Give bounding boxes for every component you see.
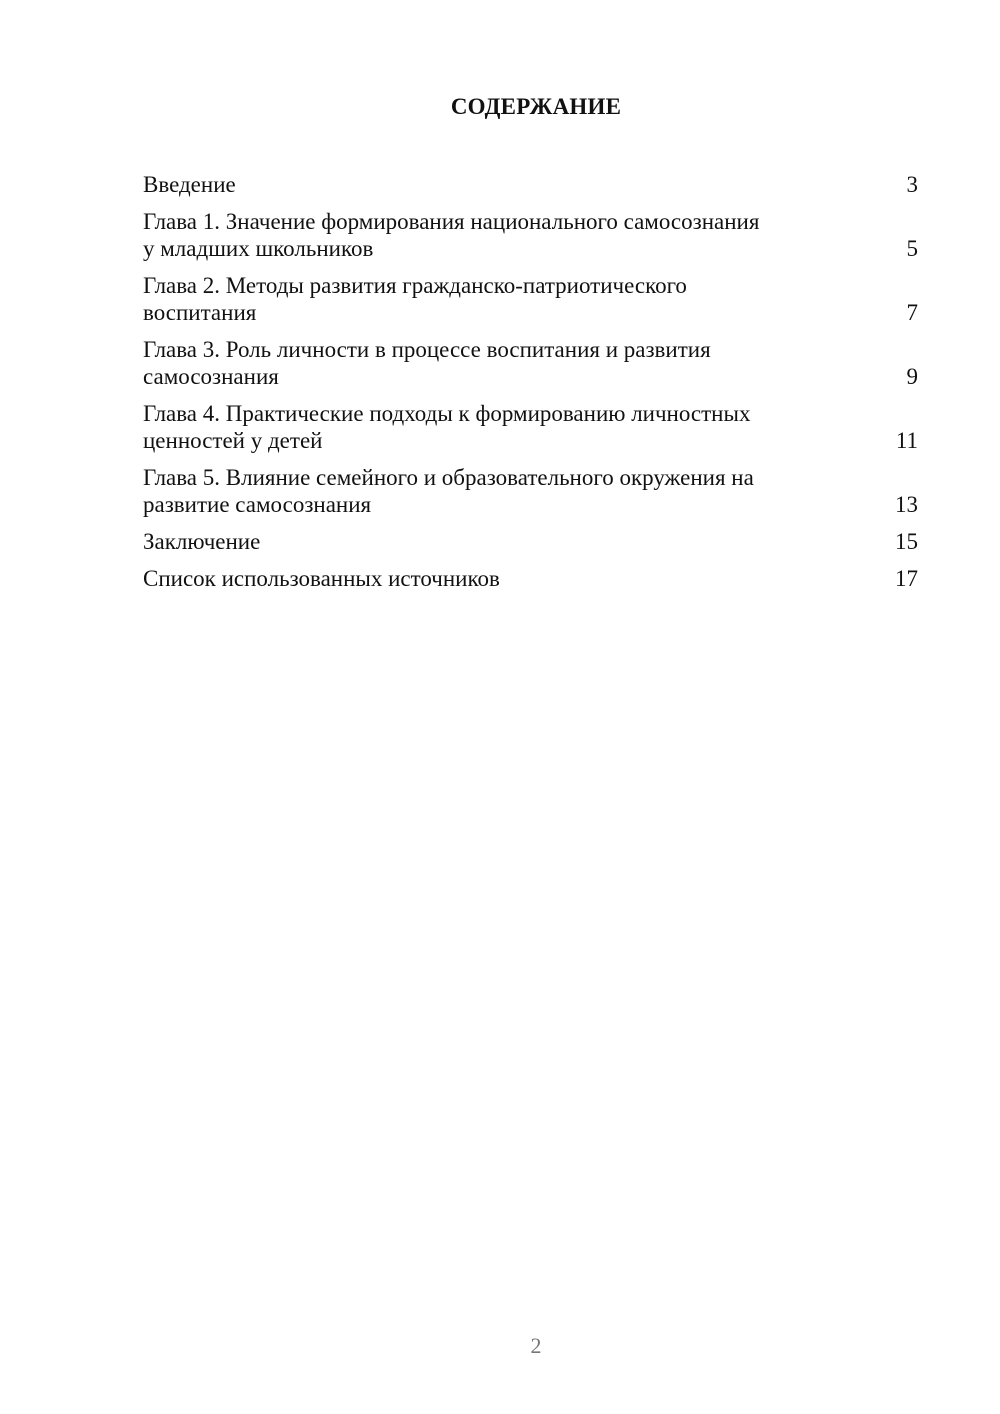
toc-page-number: 13 (895, 492, 918, 517)
toc-entry-text (143, 171, 833, 198)
table-of-contents (143, 171, 918, 602)
toc-entry-line: Глава 3. Роль личности в процессе воспитания и развития (143, 337, 711, 362)
toc-entry-chapter-4 (143, 400, 918, 454)
toc-page-number: 15 (895, 529, 918, 554)
toc-entry-line: воспитания (143, 300, 257, 325)
toc-entry-line: Глава 2. Методы развития гражданско-патриотического (143, 273, 687, 298)
toc-entry-text (143, 272, 833, 326)
toc-entry-line: Глава 1. Значение формирования национального самосознания (143, 209, 760, 234)
toc-page-number: 5 (906, 236, 918, 261)
toc-entry-line: Заключение (143, 529, 261, 554)
toc-entry-chapter-1 (143, 208, 918, 262)
toc-entry-conclusion (143, 528, 918, 555)
toc-page-number: 9 (906, 364, 918, 389)
toc-entry-line: самосознания (143, 364, 279, 389)
toc-entry-references (143, 565, 918, 592)
page-number: 2 (530, 1333, 542, 1358)
toc-page-number: 3 (906, 172, 918, 197)
toc-entry-text (143, 208, 833, 262)
toc-entry-chapter-2 (143, 272, 918, 326)
toc-entry-introduction (143, 171, 918, 198)
toc-page-number: 7 (906, 300, 918, 325)
toc-page-number: 11 (895, 428, 918, 453)
toc-entry-line: Глава 4. Практические подходы к формированию личностных (143, 401, 751, 426)
toc-page-number: 17 (895, 566, 918, 591)
toc-entry-line: у младших школьников (143, 236, 374, 261)
toc-entry-line: развитие самосознания (143, 492, 372, 517)
toc-entry-chapter-3 (143, 336, 918, 390)
toc-entry-text (143, 528, 833, 555)
toc-entry-line: Список использованных источников (143, 566, 500, 591)
toc-entry-line: Введение (143, 172, 236, 197)
toc-entry-text (143, 464, 833, 518)
toc-entry-chapter-5 (143, 464, 918, 518)
toc-entry-line: ценностей у детей (143, 428, 323, 453)
toc-entry-text (143, 336, 833, 390)
toc-entry-text (143, 400, 833, 454)
page-title: СОДЕРЖАНИЕ (450, 94, 622, 119)
toc-entry-line: Глава 5. Влияние семейного и образовательного окружения на (143, 465, 754, 490)
toc-entry-text (143, 565, 833, 592)
